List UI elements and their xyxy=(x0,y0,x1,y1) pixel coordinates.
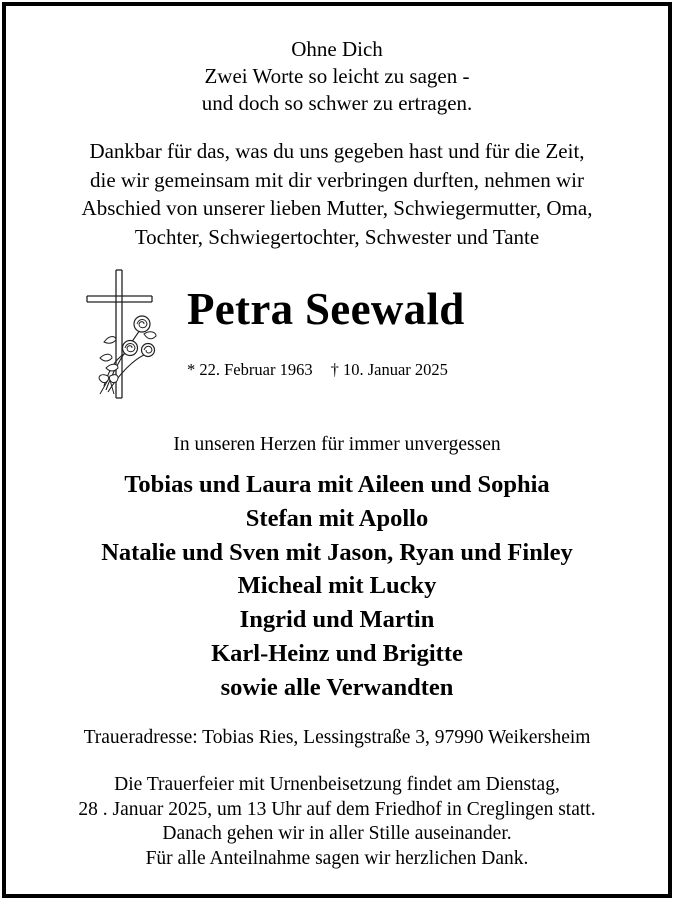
address-text: Traueradresse: Tobias Ries, Lessingstraße 3, 97990 Weikersheim xyxy=(83,727,591,748)
closing-line: 28 . Januar 2025, um 13 Uhr auf dem Friedhof in Creglingen statt. xyxy=(78,798,596,820)
mourner-line: Micheal mit Lucky xyxy=(237,572,437,600)
mourner-line: Karl-Heinz und Brigitte xyxy=(211,639,463,667)
life-dates xyxy=(187,359,448,381)
closing-block xyxy=(6,773,668,871)
remembrance-text: In unseren Herzen für immer unvergessen xyxy=(173,434,501,455)
closing-line: Für alle Anteilnahme sagen wir herzlichen Dank. xyxy=(145,847,529,869)
obituary-frame xyxy=(2,2,672,898)
mourner-line: Ingrid und Martin xyxy=(239,606,435,634)
closing-line: Danach gehen wir in aller Stille auseinander. xyxy=(162,823,512,844)
death-date: † 10. Januar 2025 xyxy=(330,360,448,379)
mourner-line: Stefan mit Apollo xyxy=(245,504,429,532)
poem-line: Ohne Dich xyxy=(291,37,383,61)
deceased-name: Petra Seewald xyxy=(187,284,465,334)
poem-line: und doch so schwer zu ertragen. xyxy=(201,91,473,115)
mourner-line: sowie alle Verwandten xyxy=(220,673,454,701)
intro-line: Abschied von unserer lieben Mutter, Schwiegermutter, Oma, xyxy=(81,196,593,220)
closing-line: Die Trauerfeier mit Urnenbeisetzung findet am Dienstag, xyxy=(114,774,560,795)
mourning-address xyxy=(6,725,668,751)
intro-line: Tochter, Schwiegertochter, Schwester und Tante xyxy=(134,224,540,249)
mourner-line: Tobias und Laura mit Aileen und Sophia xyxy=(124,471,550,498)
poem-block xyxy=(6,36,668,117)
birth-date: * 22. Februar 1963 xyxy=(187,360,313,379)
poem-line: Zwei Worte so leicht zu sagen - xyxy=(204,64,470,88)
mourner-line: Natalie und Sven mit Jason, Ryan und Finley xyxy=(101,538,573,566)
mourners-list xyxy=(6,468,668,705)
intro-line: Dankbar für das, was du uns gegeben hast und für die Zeit, xyxy=(89,139,585,163)
intro-line: die wir gemeinsam mit dir verbringen durften, nehmen wir xyxy=(90,167,584,192)
remembrance-line xyxy=(6,432,668,458)
cross-with-roses-icon xyxy=(84,268,164,400)
intro-block xyxy=(6,137,668,251)
